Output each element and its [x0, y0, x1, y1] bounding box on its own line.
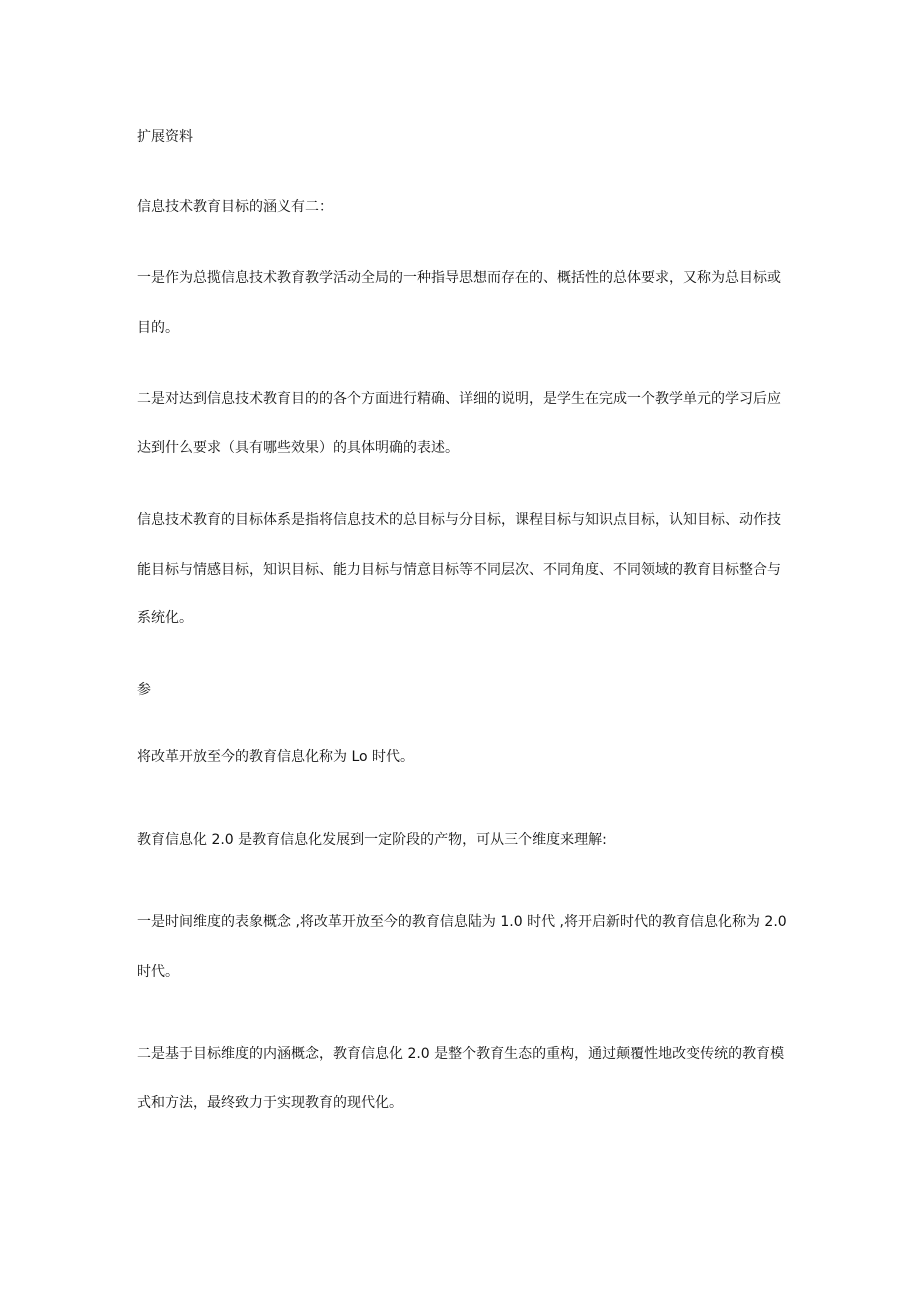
point-two-line-1: 二是对达到信息技术教育目的的各个方面进行精确、详细的说明，是学生在完成一个教学单元的学习后应 [137, 391, 781, 407]
ed-info-intro: 教育信息化 2.0 是教育信息化发展到一定阶段的产物，可从三个维度来理解: [137, 832, 607, 848]
system-line-1: 信息技术教育的目标体系是指将信息技术的总目标与分目标，课程目标与知识点目标，认知目标、动作技 [137, 512, 781, 528]
system-line-2: 能目标与情感目标，知识目标、能力目标与情意目标等不同层次、不同角度、不同领域的教育目标整合与 [137, 562, 781, 578]
point-one-line-1: 一是作为总揽信息技术教育教学活动全局的一种指导思想而存在的、概括性的总体要求，又称为总目标或 [137, 270, 781, 286]
dimension-one-line-1: 一是时间维度的表象概念 ,将改革开放至今的教育信息陆为 1.0 时代 ,将开启新时代的教育信息化称为 2.0 [137, 914, 787, 930]
dimension-one-line-2: 时代。 [137, 964, 179, 980]
point-one-line-2: 目的。 [137, 320, 179, 336]
dimension-two-line-2: 式和方法，最终致力于实现教育的现代化。 [137, 1095, 403, 1111]
section-heading: 扩展资料 [137, 129, 193, 145]
point-two-line-2: 达到什么要求（具有哪些效果）的具体明确的表述。 [137, 440, 459, 456]
intro-paragraph: 信息技术教育目标的涵义有二： [137, 199, 333, 215]
system-line-3: 系统化。 [137, 610, 193, 626]
reference-marker: 参 [137, 682, 151, 698]
era-sentence: 将改革开放至今的教育信息化称为 Lo 时代。 [137, 749, 415, 765]
dimension-two-line-1: 二是基于目标维度的内涵概念，教育信息化 2.0 是整个教育生态的重构，通过颠覆性地改变传统的教育模 [137, 1046, 785, 1062]
